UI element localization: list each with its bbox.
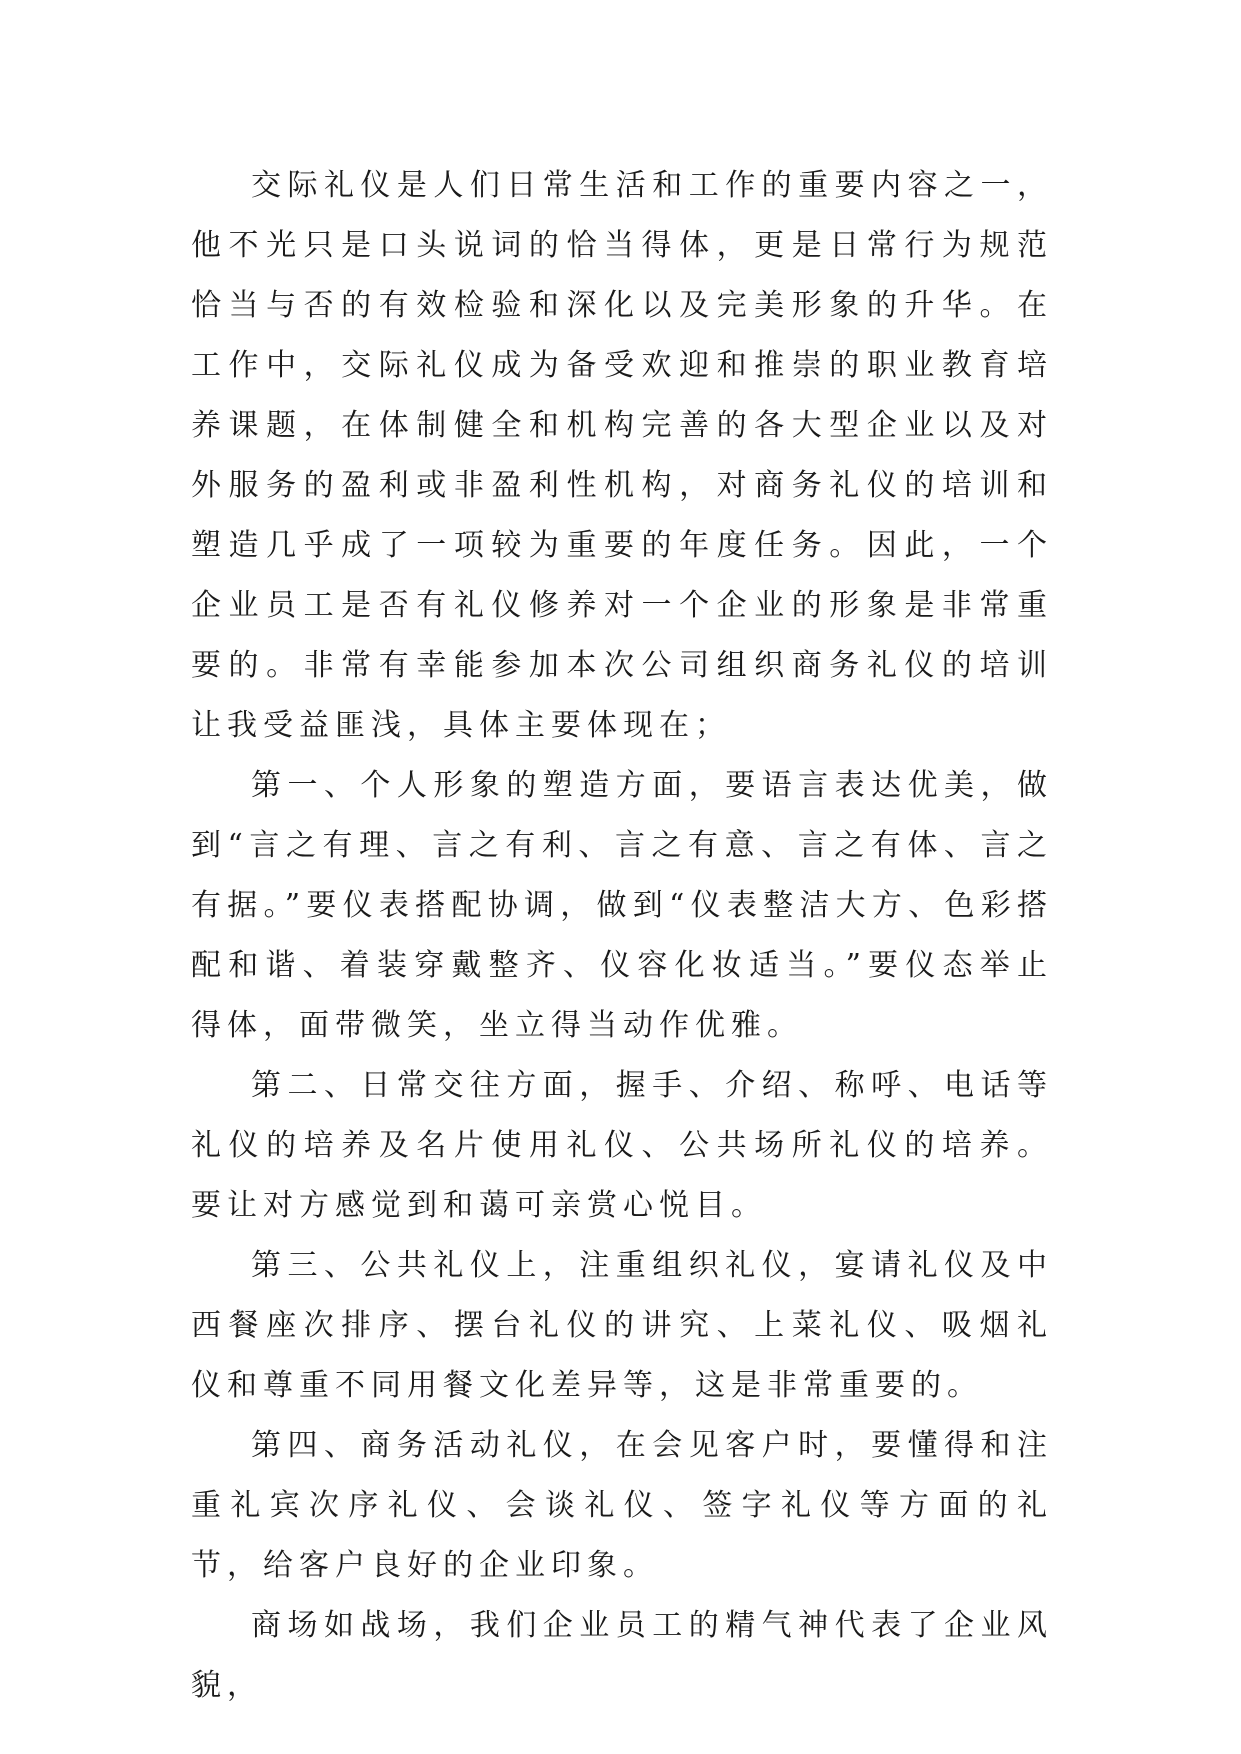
- paragraph-third-point: 第三、公共礼仪上，注重组织礼仪，宴请礼仪及中西餐座次排序、摆台礼仪的讲究、上菜礼仪、吸烟礼仪和尊重不同用餐文化差异等，这是非常重要的。: [191, 1248, 1053, 1403]
- paragraph-second-point: 第二、日常交往方面，握手、介绍、称呼、电话等礼仪的培养及名片使用礼仪、公共场所礼仪的培养。要让对方感觉到和蔼可亲赏心悦目。: [191, 1068, 1053, 1223]
- paragraph-first-point: 第一、个人形象的塑造方面，要语言表达优美，做到“言之有理、言之有利、言之有意、言之有体、言之有据。”要仪表搭配协调，做到“仪表整洁大方、色彩搭配和谐、着装穿戴整齐、仪容化妆适当。”要仪态举止得体，面带微笑，坐立得当动作优雅。: [191, 768, 1053, 1043]
- paragraph-fourth-point: 第四、商务活动礼仪，在会见客户时，要懂得和注重礼宾次序礼仪、会谈礼仪、签字礼仪等方面的礼节，给客户良好的企业印象。: [191, 1428, 1053, 1583]
- paragraph-closing: 商场如战场，我们企业员工的精气神代表了企业风貌，: [191, 1608, 1053, 1703]
- paragraph-intro: 交际礼仪是人们日常生活和工作的重要内容之一，他不光只是口头说词的恰当得体，更是日常行为规范恰当与否的有效检验和深化以及完美形象的升华。在工作中，交际礼仪成为备受欢迎和推崇的职业教育培养课题，在体制健全和机构完善的各大型企业以及对外服务的盈利或非盈利性机构，对商务礼仪的培训和塑造几乎成了一项较为重要的年度任务。因此，一个企业员工是否有礼仪修养对一个企业的形象是非常重要的。非常有幸能参加本次公司组织商务礼仪的培训让我受益匪浅，具体主要体现在；: [191, 168, 1053, 743]
- document-body: [191, 156, 1053, 1716]
